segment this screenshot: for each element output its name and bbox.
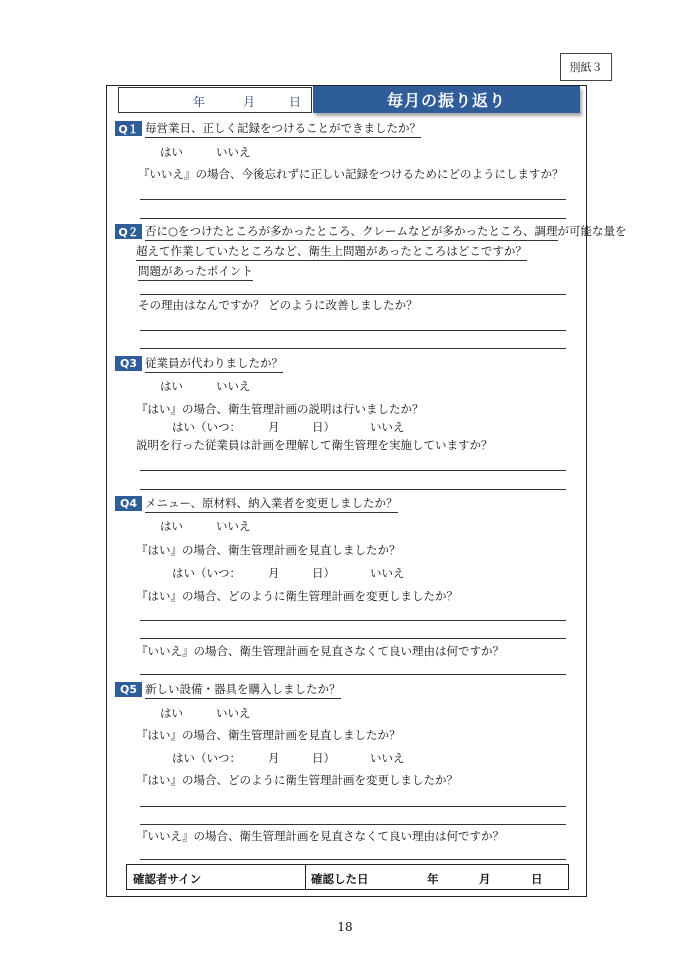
q1-followup: 『いいえ』の場合、今後忘れずに正しい記録をつけるためにどのようにしますか？	[138, 167, 564, 181]
q5-answer-line[interactable]	[140, 824, 566, 825]
q3-answer-line[interactable]	[140, 489, 566, 490]
q4-followup2: 『はい』の場合、どのように衛生管理計画を変更しましたか？	[136, 589, 458, 603]
q1-no-option[interactable]: いいえ	[216, 145, 251, 159]
q5-when-no[interactable]: いいえ	[370, 751, 405, 765]
q4-label: Q4	[115, 496, 142, 511]
q2-label: Q２	[115, 224, 142, 239]
q3-yes-option[interactable]: はい	[160, 379, 183, 393]
q3-answer-line[interactable]	[140, 470, 566, 471]
q5-when-day: 日）	[312, 751, 335, 765]
q5-followup1: 『はい』の場合、衛生管理計画を見直しましたか？	[136, 728, 401, 742]
q3-when-month: 月	[268, 420, 280, 434]
q5-answer-line[interactable]	[140, 806, 566, 807]
confirm-month-label: 月	[479, 872, 491, 886]
q1-answer-line[interactable]	[140, 199, 566, 200]
confirm-year-label: 年	[427, 872, 439, 886]
q4-followup3: 『いいえ』の場合、衛生管理計画を見直さなくて良い理由は何ですか？	[136, 644, 504, 658]
confirm-date-label: 確認した日	[311, 872, 369, 886]
q4-answer-line[interactable]	[140, 638, 566, 639]
q2-reason-answer-line[interactable]	[140, 348, 566, 349]
q4-followup1: 『はい』の場合、衛生管理計画を見直しましたか？	[136, 543, 401, 557]
q1-answer-line[interactable]	[140, 218, 566, 219]
q1-label: Q１	[115, 121, 142, 136]
date-year-label: 年	[193, 95, 206, 109]
q5-when-yes[interactable]: はい（いつ：	[172, 751, 241, 765]
q3-question: 従業員が代わりましたか？	[145, 355, 283, 373]
q5-yes-option[interactable]: はい	[160, 706, 183, 720]
q5-followup3: 『いいえ』の場合、衛生管理計画を見直さなくて良い理由は何ですか？	[136, 829, 504, 843]
q2-point-label: 問題があったポイント	[138, 263, 253, 281]
q4-when-day: 日）	[312, 566, 335, 580]
sign-label: 確認者サイン	[133, 872, 202, 886]
sign-divider	[305, 865, 306, 889]
sign-box	[126, 864, 569, 890]
q4-answer-line[interactable]	[140, 674, 566, 675]
q2-reason-label: その理由はなんですか？ どのように改善しましたか？	[138, 298, 418, 312]
date-box[interactable]	[118, 87, 312, 113]
q5-question: 新しい設備・器具を購入しましたか？	[145, 681, 341, 699]
q4-no-option[interactable]: いいえ	[216, 519, 251, 533]
q3-when-no[interactable]: いいえ	[370, 420, 405, 434]
q2-reason-answer-line[interactable]	[140, 330, 566, 331]
q5-no-option[interactable]: いいえ	[216, 706, 251, 720]
q4-yes-option[interactable]: はい	[160, 519, 183, 533]
q3-label: Q3	[115, 356, 142, 371]
q4-when-no[interactable]: いいえ	[370, 566, 405, 580]
q5-when-month: 月	[268, 751, 280, 765]
q1-question: 毎営業日、正しく記録をつけることができましたか？	[145, 120, 421, 138]
q2-point-answer-line[interactable]	[140, 294, 566, 295]
q4-when-yes[interactable]: はい（いつ：	[172, 566, 241, 580]
q5-answer-line[interactable]	[140, 859, 566, 860]
q3-followup2: 説明を行った従業員は計画を理解して衛生管理を実施していますか？	[136, 438, 493, 452]
q2-question-line2: 超えて作業していたところなど、衛生上問題があったところはどこですか？	[136, 243, 527, 261]
q3-when-yes[interactable]: はい（いつ：	[172, 420, 241, 434]
q2-question-line1: 否に○をつけたところが多かったところ、クレームなどが多かったところ、調理が可能な量を	[145, 223, 558, 241]
attachment-tag: 別紙３	[560, 53, 612, 81]
q4-when-month: 月	[268, 566, 280, 580]
q5-followup2: 『はい』の場合、どのように衛生管理計画を変更しましたか？	[136, 773, 458, 787]
form-title: 毎月の振り返り	[313, 86, 580, 113]
q5-label: Q5	[115, 682, 142, 697]
q4-question: メニュー、原材料、納入業者を変更しましたか？	[145, 495, 398, 513]
q4-answer-line[interactable]	[140, 620, 566, 621]
page-number: 18	[337, 920, 353, 934]
q1-yes-option[interactable]: はい	[160, 145, 183, 159]
date-month-label: 月	[243, 95, 256, 109]
confirm-day-label: 日	[531, 872, 543, 886]
q3-no-option[interactable]: いいえ	[216, 379, 251, 393]
q3-followup1: 『はい』の場合、衛生管理計画の説明は行いましたか？	[136, 402, 424, 416]
q3-when-day: 日）	[312, 420, 335, 434]
date-day-label: 日	[289, 95, 302, 109]
